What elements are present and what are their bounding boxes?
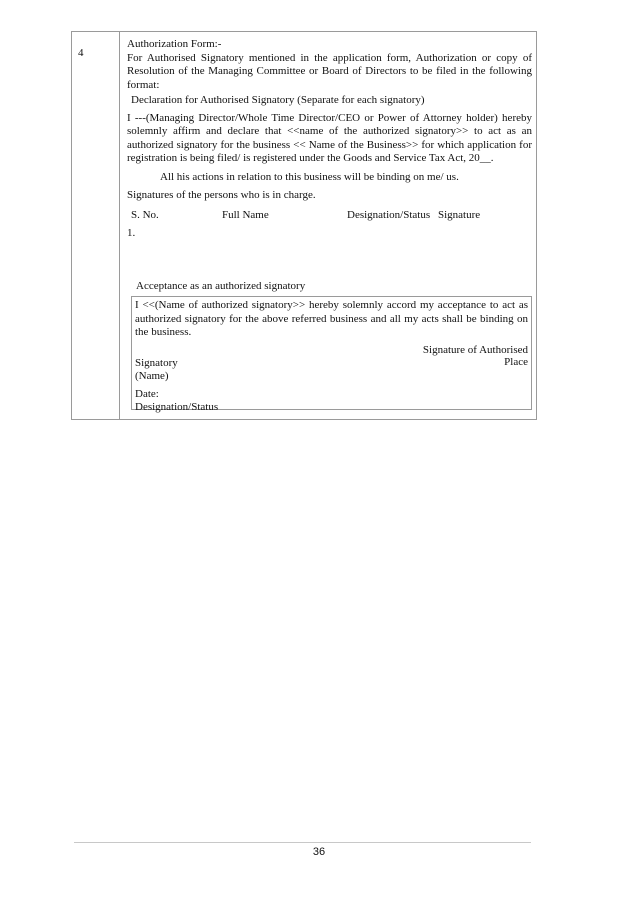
signature-of-authorised: Signature of Authorised	[422, 343, 528, 356]
page-number: 36	[312, 846, 326, 858]
date-label: Date:	[135, 387, 159, 400]
acceptance-title: Acceptance as an authorized signatory	[136, 280, 306, 292]
acceptance-body: I <<(Name of authorized signatory>> hereby solemnly accord my acceptance to act as authorized signatory for the above referred business and all my acts shall be binding on the business.	[135, 299, 528, 338]
acceptance-section	[127, 32, 532, 421]
acceptance-box	[131, 296, 532, 413]
row-number: 4	[78, 47, 84, 59]
signatory-label: Signatory	[135, 357, 178, 369]
section-heading: Authorization Form:-	[127, 38, 222, 50]
form-table	[71, 31, 537, 420]
intro-paragraph: For Authorised Signatory mentioned in the application form, Authorization or copy of Resolution of the Managing Committee or Board of Directors to be filed in the following format:	[127, 51, 532, 91]
column-sno: S. No.	[131, 208, 159, 221]
binding-statement: All his actions in relation to this business will be binding on me/ us.	[160, 170, 459, 183]
column-signature: Signature	[438, 208, 481, 221]
declaration-title: Declaration for Authorised Signatory (Separate for each signatory)	[131, 94, 425, 106]
column-full-name: Full Name	[222, 208, 269, 221]
signatory-line	[135, 357, 528, 370]
column-designation: Designation/Status	[347, 208, 431, 221]
name-label: (Name)	[135, 370, 169, 382]
persons-in-charge: Signatures of the persons who is in charge.	[127, 189, 316, 201]
place-label: Place	[504, 356, 528, 368]
footer-divider	[74, 842, 531, 843]
designation-label: Designation/Status	[135, 401, 219, 413]
column-divider	[119, 32, 120, 419]
signature-row-1: 1.	[127, 226, 136, 239]
declaration-body: I ---(Managing Director/Whole Time Director/CEO or Power of Attorney holder) hereby solemnly affirm and declare that <<name of the authorized signatory>> to act as an authorized signatory for the business << Name of the Business>> for which application for registration is being filed/ is registered under the Goods and Service Tax Act, 20__.	[127, 111, 532, 164]
